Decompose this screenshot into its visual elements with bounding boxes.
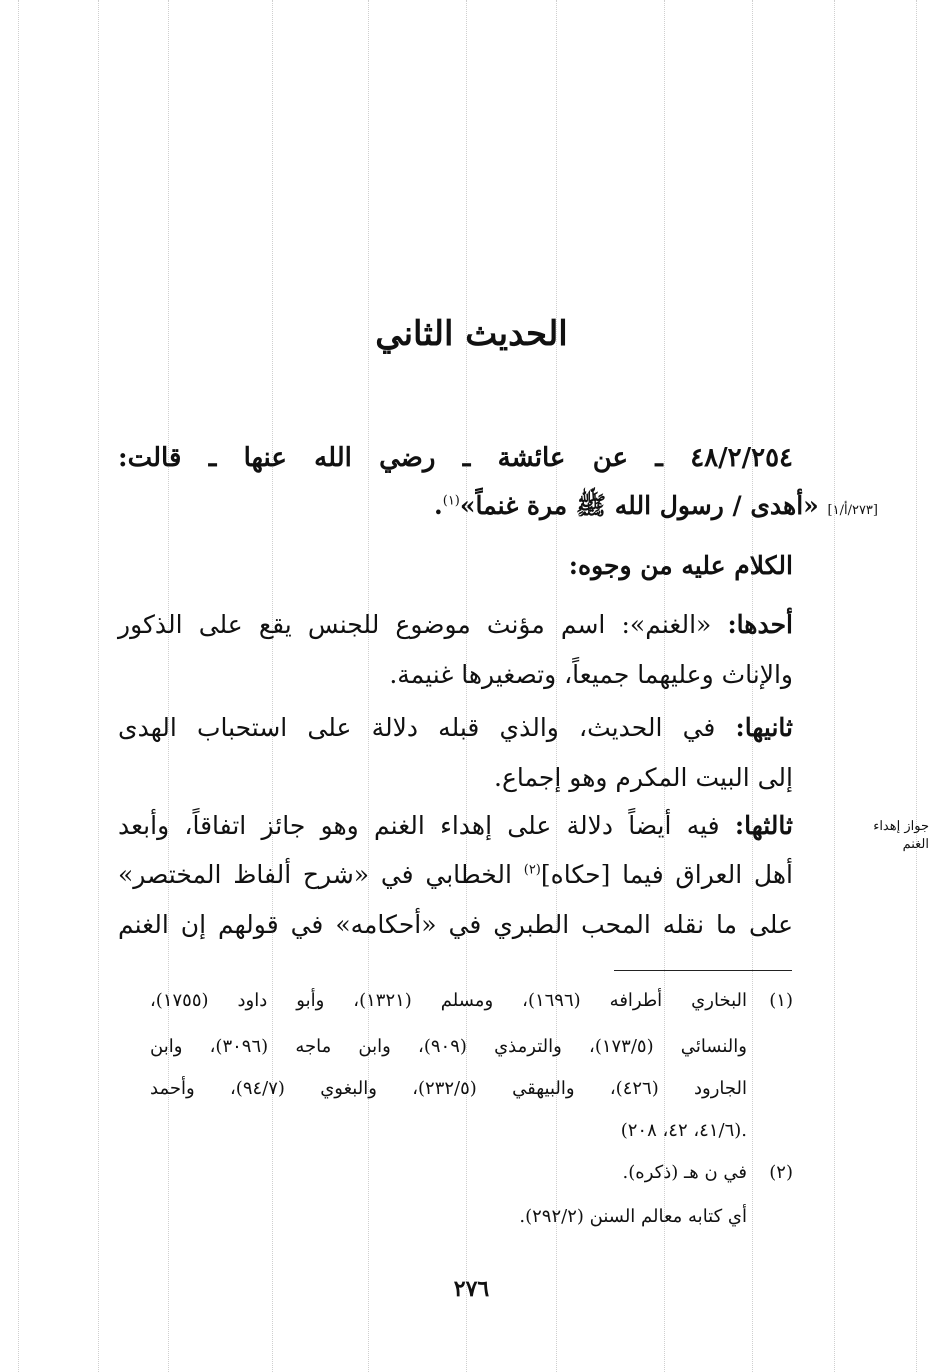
footnote-marker: (٢) bbox=[523, 862, 541, 878]
hadith-text: «أهدى / رسول الله ﷺ مرة غنماً» bbox=[459, 491, 819, 520]
point-2-line-2: إلى البيت المكرم وهو إجماع. bbox=[494, 763, 793, 792]
footnote-1-line: والنسائي (١٧٣/٥)، والترمذي (٩٠٩)، وابن ماجه (٣٠٩٦)، وابن bbox=[150, 1036, 747, 1057]
hadith-end: . bbox=[434, 491, 443, 520]
intro-line: الكلام عليه من وجوه: bbox=[568, 551, 793, 580]
point-text: «الغنم»: اسم مؤنث موضوع للجنس يقع على الذكور bbox=[118, 610, 712, 639]
point-3-line-2 bbox=[118, 860, 793, 889]
manuscript-ref: [٢٧٣/أ/١] bbox=[827, 503, 878, 518]
point-text: الخطابي في «شرح ألفاظ المختصر» bbox=[118, 860, 512, 889]
scan-line bbox=[834, 0, 835, 1372]
point-1-line-2: والإناث وعليهما جميعاً، وتصغيرها غنيمة. bbox=[389, 660, 793, 689]
hadith-line-2 bbox=[118, 490, 878, 527]
footnote-2-number: (٢) bbox=[769, 1162, 793, 1183]
point-3-line-3: على ما نقله المحب الطبري في «أحكامه» في قولهم إن الغنم bbox=[118, 910, 793, 939]
point-text: في الحديث، والذي قبله دلالة على استحباب الهدى bbox=[118, 713, 716, 742]
point-label: ثالثها: bbox=[734, 811, 793, 840]
margin-note-line: الغنم bbox=[902, 837, 929, 852]
hadith-line-1: ٤٨/٢/٢٥٤ ـ عن عائشة ـ رضي الله عنها ـ قالت: bbox=[118, 443, 793, 473]
scan-line bbox=[916, 0, 917, 1372]
footnote-2-line: في ن هـ (ذكره). bbox=[622, 1162, 747, 1183]
margin-note-line: جواز إهداء bbox=[873, 819, 929, 834]
point-3-line-1 bbox=[118, 811, 793, 840]
point-1-line-1 bbox=[118, 610, 793, 639]
point-text: أهل العراق فيما [حكاه] bbox=[540, 860, 793, 889]
point-label: أحدها: bbox=[727, 610, 793, 639]
footnote-separator bbox=[614, 970, 792, 971]
footnote-1-line: (٤١/٦، ٤٢، ٢٠٨). bbox=[620, 1120, 747, 1141]
footnote-2-line: أي كتابه معالم السنن (٢٩٢/٢). bbox=[519, 1206, 747, 1227]
scan-line bbox=[18, 0, 19, 1372]
point-2-line-1 bbox=[118, 713, 793, 742]
footnote-1-number: (١) bbox=[769, 990, 793, 1011]
margin-note bbox=[809, 818, 929, 854]
footnote-marker: (١) bbox=[442, 493, 460, 509]
point-text: فيه أيضاً دلالة على إهداء الغنم وهو جائز اتفاقاً، وأبعد bbox=[118, 811, 720, 840]
footnote-1-line: الجارود (٤٢٦)، والبيهقي (٢٣٢/٥)، والبغوي (٩٤/٧)، وأحمد bbox=[150, 1078, 748, 1099]
point-label: ثانيها: bbox=[735, 713, 793, 742]
footnote-1-line: البخاري أطرافه (١٦٩٦)، ومسلم (١٣٢١)، وأبو داود (١٧٥٥)، bbox=[150, 990, 747, 1011]
page-number: ٢٧٦ bbox=[453, 1276, 490, 1302]
scan-line bbox=[98, 0, 99, 1372]
page-heading: الحديث الثاني bbox=[375, 314, 568, 354]
